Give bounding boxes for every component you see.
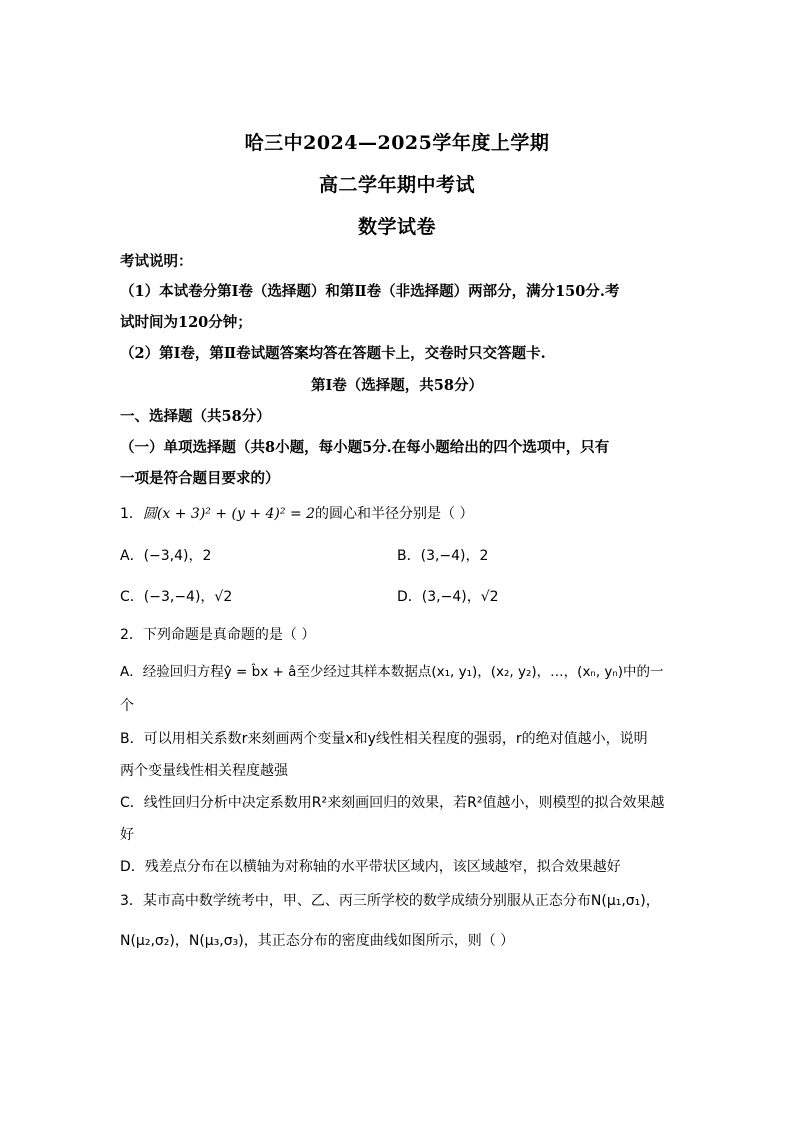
instruction-item-1a: （1）本试卷分第Ⅰ卷（选择题）和第Ⅱ卷（非选择题）两部分，满分150分.考: [120, 283, 620, 300]
question-1-option-c: C．(−3,−4)，√2: [120, 589, 233, 605]
question-1-text: 的圆心和半径分别是（ ）: [315, 506, 474, 522]
subsection-heading-b: 一项是符合题目要求的）: [120, 470, 280, 487]
question-1-option-d: D．(3,−4)，√2: [397, 589, 499, 605]
school-title: 哈三中2024—2025学年度上学期: [244, 132, 550, 154]
section-heading: 一、选择题（共58分）: [120, 408, 271, 425]
question-2-stem: 2．下列命题是真命题的是（ ）: [120, 627, 316, 643]
question-1-option-a: A．(−3,4)，2: [120, 548, 212, 564]
question-1-option-b: B．(3,−4)，2: [397, 548, 489, 564]
question-2-option-a-line2: 个: [120, 698, 134, 714]
question-2-option-c-line1: C．线性回归分析中决定系数用R²来刻画回归的效果，若R²值越小，则模型的拟合效果越: [120, 795, 665, 811]
instructions-heading: 考试说明：: [120, 253, 193, 270]
question-2-option-d: D．残差点分布在以横轴为对称轴的水平带状区域内，该区域越窄，拟合效果越好: [120, 859, 621, 875]
question-3-line2: N(μ₂,σ₂)，N(μ₃,σ₃)，其正态分布的密度曲线如图所示，则（ ）: [120, 933, 515, 949]
instruction-item-1b: 试时间为120分钟；: [120, 314, 252, 331]
question-2-option-b-line1: B．可以用相关系数r来刻画两个变量x和y线性相关程度的强弱，r的绝对值越小，说明: [120, 731, 648, 747]
question-2-option-c-line2: 好: [120, 827, 134, 843]
subsection-heading-a: （一）单项选择题（共8小题，每小题5分.在每小题给出的四个选项中，只有: [120, 439, 610, 456]
question-2-option-a-line1: A．经验回归方程ŷ = b̂x + â至少经过其样本数据点(x₁, y₁)，(x₂, y₂)，…，(xₙ, yₙ)中的一: [120, 664, 664, 680]
subject-title: 数学试卷: [357, 216, 436, 238]
question-3-line1: 3．某市高中数学统考中，甲、乙、丙三所学校的数学成绩分别服从正态分布N(μ₁,σ₁)，: [120, 893, 660, 909]
question-1-equation: 圆(x + 3)² + (y + 4)² = 2: [142, 506, 316, 522]
question-1-stem: [120, 503, 680, 523]
part1-title: 第Ⅰ卷（选择题，共58分）: [311, 377, 483, 394]
question-2-option-b-line2: 两个变量线性相关程度越强: [120, 763, 288, 779]
exam-title: 高二学年期中考试: [318, 174, 475, 196]
instruction-item-2: （2）第Ⅰ卷，第Ⅱ卷试题答案均答在答题卡上，交卷时只交答题卡.: [120, 345, 546, 362]
question-1-number: 1．: [120, 506, 143, 522]
